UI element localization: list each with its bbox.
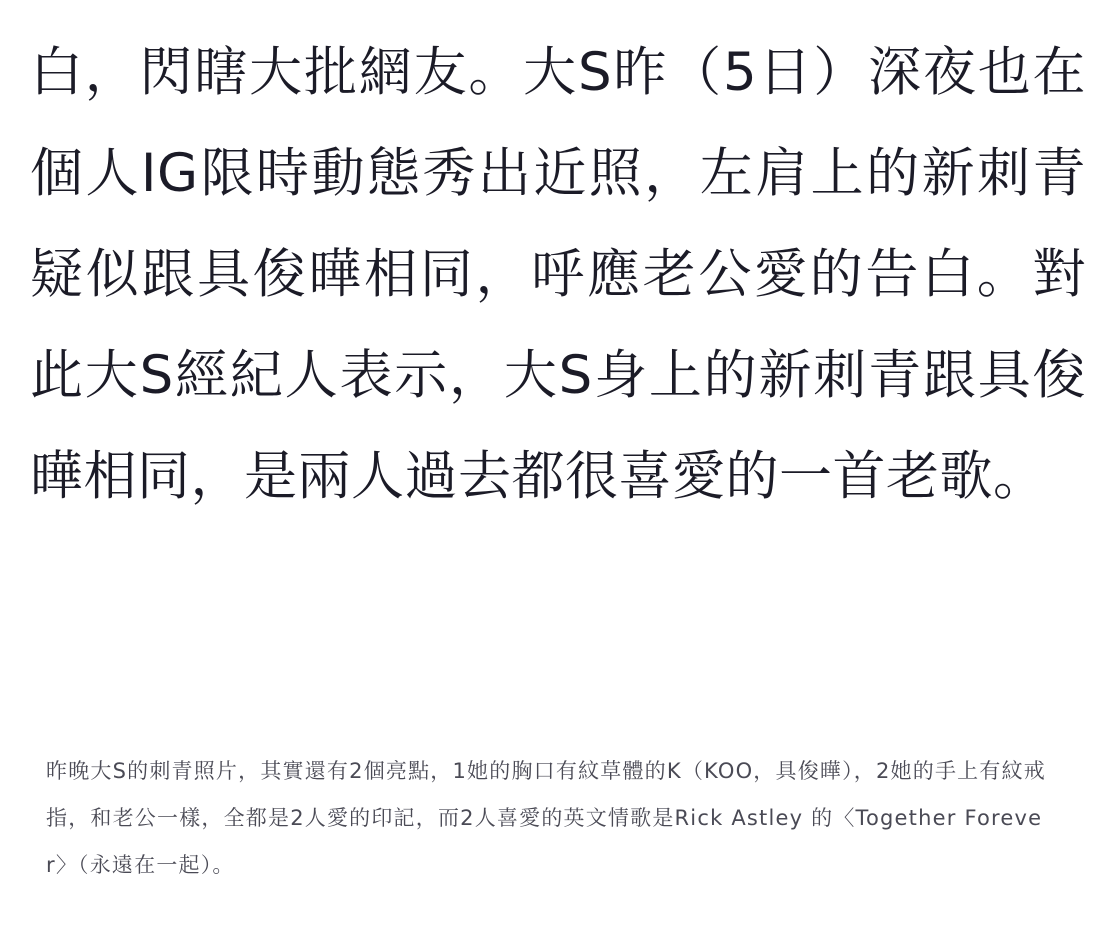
article-paragraph: 白，閃瞎大批網友。大S昨（5日）深夜也在個人IG限時動態秀出近照，左肩上的新刺青疑似跟具俊曄相同，呼應老公愛的告白。對此大S經紀人表示，大S身上的新刺青跟具俊曄相同，是兩人過去都很喜愛的一首老歌。 xyxy=(30,42,1086,507)
article-body xyxy=(30,22,1086,527)
caption-text: 昨晚大S的刺青照片，其實還有2個亮點，1她的胸口有紋草體的K（KOO，具俊曄），2她的手上有紋戒指，和老公一樣，全都是2人愛的印記，而2人喜愛的英文情歌是Rick Astley 的〈Together Forever〉（永遠在一起）。 xyxy=(46,759,1046,877)
image-caption xyxy=(46,748,1058,889)
